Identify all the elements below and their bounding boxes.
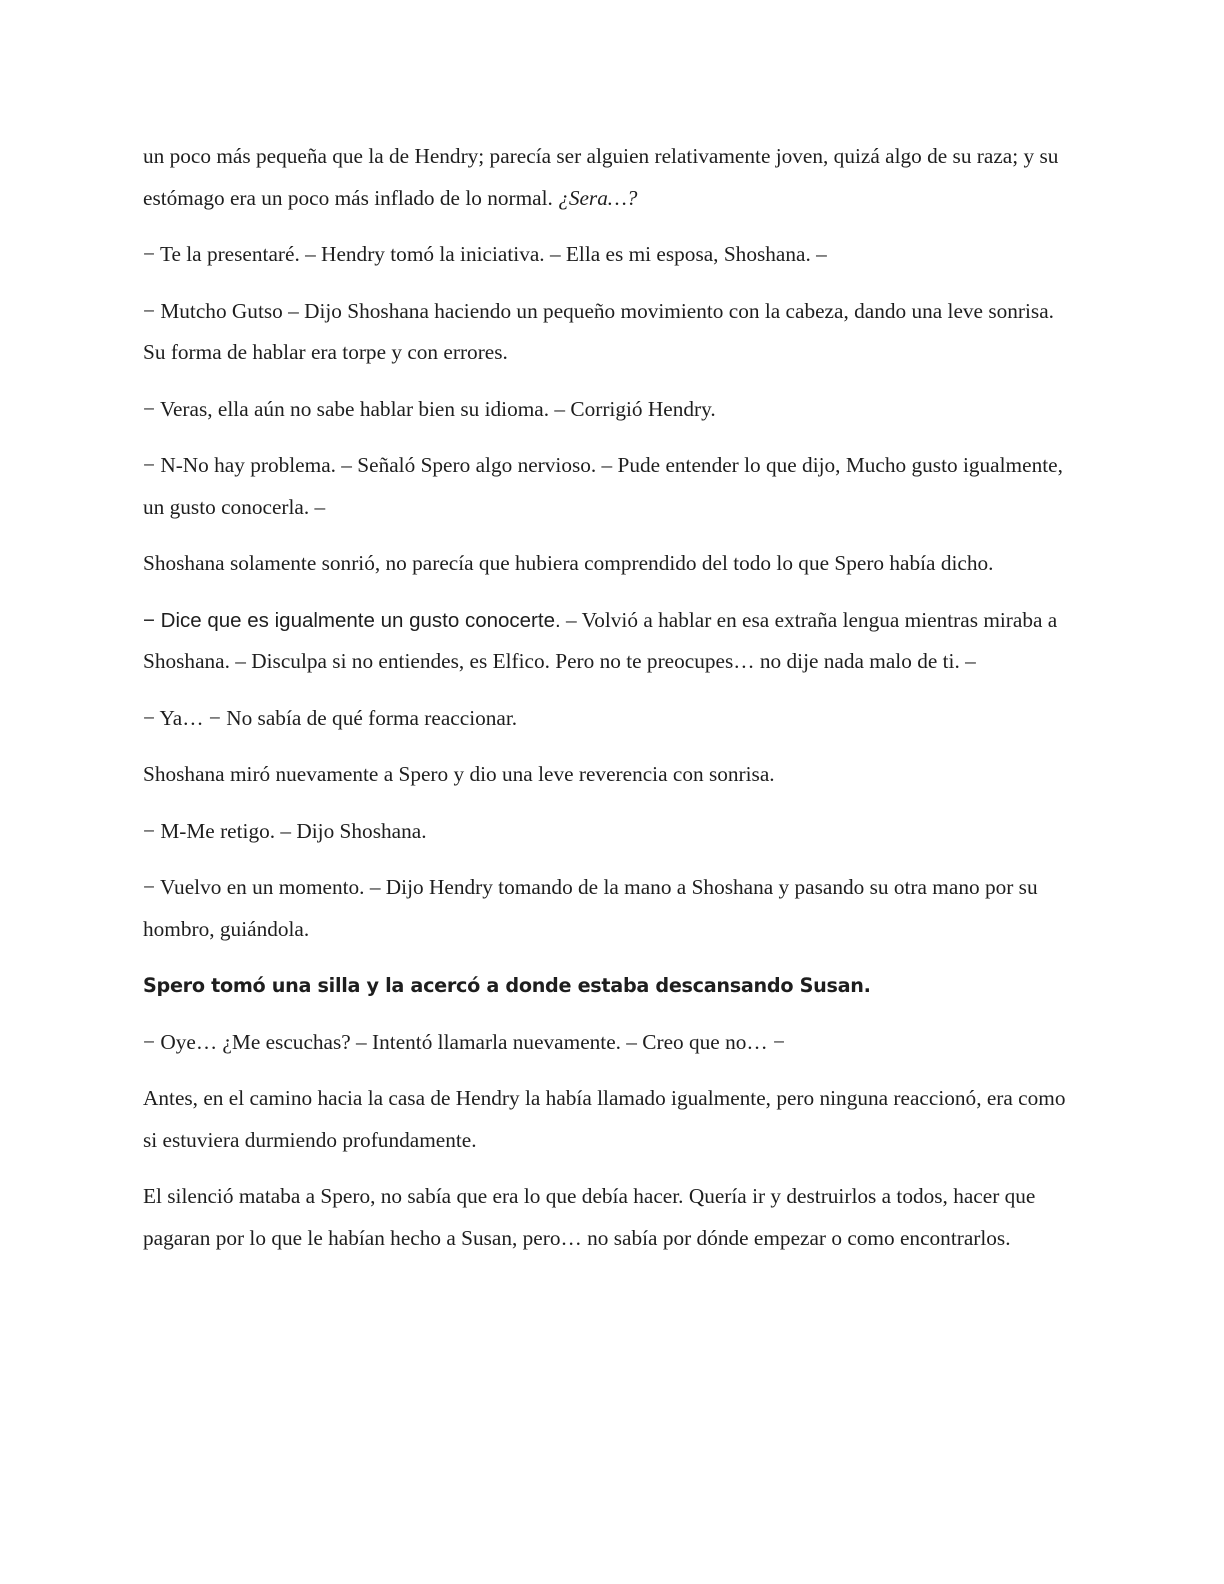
paragraph-1	[143, 136, 1078, 219]
paragraph-1-text: un poco más pequeña que la de Hendry; parecía ser alguien relativamente joven, quizá algo de su raza; y su estómago era un poco más inflado de lo normal.	[143, 144, 1059, 210]
paragraph-1-italic-text: ¿Sera…?	[558, 185, 638, 210]
paragraph-9: Shoshana miró nuevamente a Spero y dio una leve reverencia con sonrisa.	[143, 762, 775, 786]
document-page	[143, 136, 1078, 1274]
paragraph-3: − Mutcho Gutso – Dijo Shoshana haciendo un pequeño movimiento con la cabeza, dando una leve sonrisa. Su forma de hablar era torpe y con errores.	[143, 298, 1054, 364]
paragraph-2: − Te la presentaré. – Hendry tomó la iniciativa. – Ella es mi esposa, Shoshana. –	[143, 242, 827, 266]
paragraph-12: Spero tomó una silla y la acercó a donde estaba descansando Susan.	[143, 974, 871, 997]
paragraph-10: − M-Me retigo. – Dijo Shoshana.	[143, 818, 427, 843]
paragraph-14: Antes, en el camino hacia la casa de Hendry la había llamado igualmente, pero ninguna reaccionó, era como si estuviera durmiendo profundamente.	[143, 1086, 1066, 1152]
paragraph-4: − Veras, ella aún no sabe hablar bien su idioma. – Corrigió Hendry.	[143, 396, 716, 421]
paragraph-5: − N-No hay problema. – Señaló Spero algo nervioso. – Pude entender lo que dijo, Mucho gusto igualmente, un gusto conocerla. –	[143, 453, 1063, 519]
paragraph-7	[143, 600, 1078, 683]
paragraph-15: El silenció mataba a Spero, no sabía que era lo que debía hacer. Quería ir y destruirlos a todos, hacer que pagaran por lo que le habían hecho a Susan, pero… no sabía por dónde empezar o como encontrarlos.	[143, 1184, 1036, 1250]
paragraph-6: Shoshana solamente sonrió, no parecía que hubiera comprendido del todo lo que Spero había dicho.	[143, 551, 994, 575]
paragraph-7-elvish-text: − Dice que es igualmente un gusto conocerte.	[143, 608, 561, 632]
paragraph-8: − Ya… − No sabía de qué forma reaccionar.	[143, 705, 518, 730]
paragraph-7-text: – Volvió a hablar en esa extraña lengua mientras miraba a Shoshana. – Disculpa si no entiendes, es Elfico. Pero no te preocupes… no dije nada malo de ti. –	[143, 607, 1058, 673]
paragraph-11: − Vuelvo en un momento. – Dijo Hendry tomando de la mano a Shoshana y pasando su otra mano por su hombro, guiándola.	[143, 875, 1038, 941]
paragraph-13: − Oye… ¿Me escuchas? – Intentó llamarla nuevamente. – Creo que no… −	[143, 1029, 786, 1054]
